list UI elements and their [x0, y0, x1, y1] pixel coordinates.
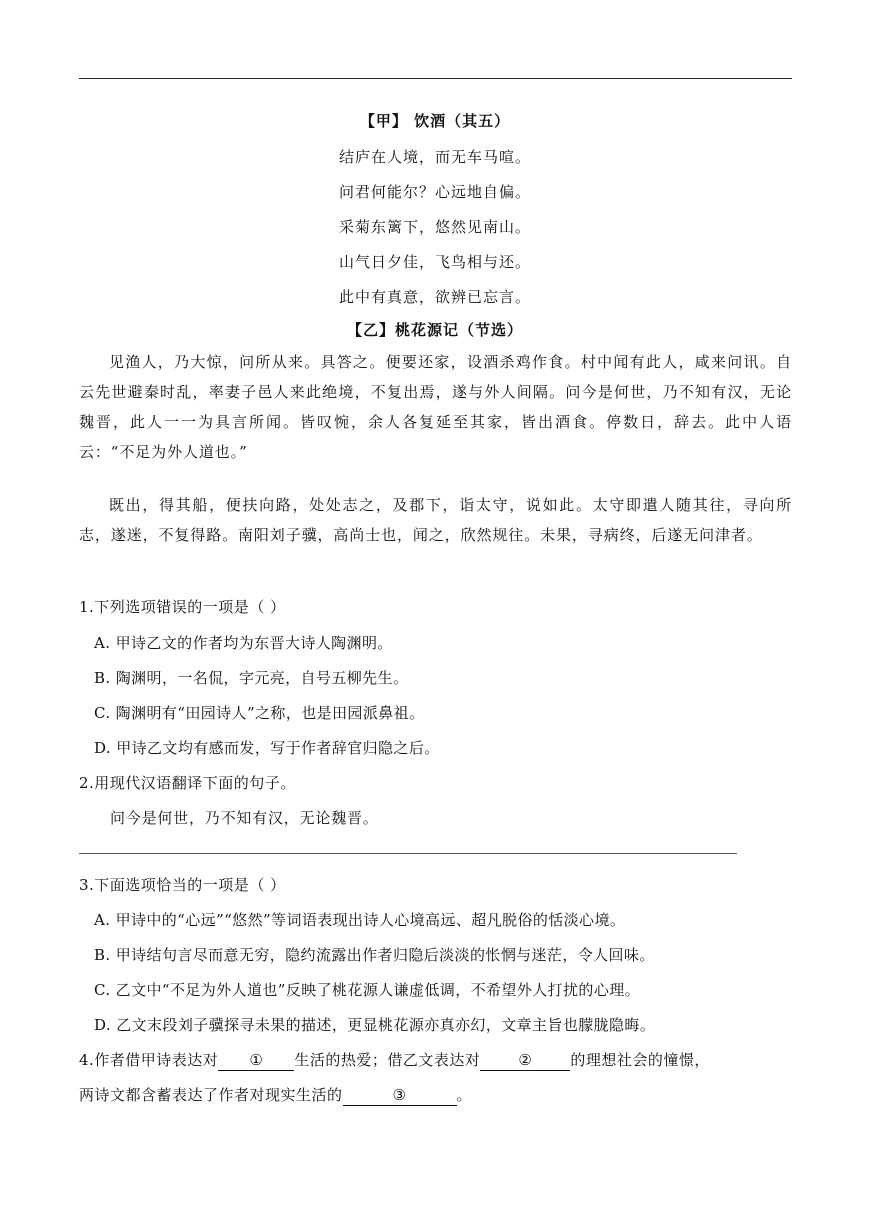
question-4-text-3: 的理想社会的憧憬， — [570, 1051, 710, 1069]
poem-line-3: 采菊东篱下，悠然见南山。 — [338, 218, 531, 236]
question-3-option-d: D. 乙文末段刘子骥探寻未果的描述，更显桃花源亦真亦幻，文章主旨也朦胧隐晦。 — [94, 1016, 656, 1034]
poem-line-5: 此中有真意，欲辨已忘言。 — [338, 288, 531, 306]
question-4-line-2 — [79, 1080, 472, 1110]
poem-title: 【甲】 饮酒（其五） — [359, 112, 511, 130]
question-1-stem: 1.下列选项错误的一项是（ ） — [79, 598, 286, 616]
question-4-text-4: 两诗文都含蓄表达了作者对现实生活的 — [79, 1086, 343, 1104]
poem-line-2: 问君何能尔？心远地自偏。 — [338, 183, 531, 201]
prose-paragraph-1: 见渔人，乃大惊，问所从来。具答之。便要还家，设酒杀鸡作食。村中闻有此人，咸来问讯。自云先世避秦时乱，率妻子邑人来此绝境，不复出焉，遂与外人间隔。问今是何世，乃不知有汉，无论魏晋，此人一一为具言所闻。皆叹惋，余人各复延至其家，皆出酒食。停数日，辞去。此中人语云：“不足为外人道也。” — [79, 353, 792, 461]
question-4-blank-2[interactable]: ② — [480, 1050, 570, 1071]
header-rule — [79, 78, 792, 79]
question-4-line-1 — [79, 1045, 710, 1075]
prose-title: 【乙】桃花源记（节选） — [346, 321, 523, 339]
question-1-option-b: B. 陶渊明，一名侃，字元亮，自号五柳先生。 — [94, 669, 409, 687]
question-4-blank-3[interactable]: ③ — [343, 1085, 457, 1106]
question-4-text-2: 生活的热爱；借乙文表达对 — [294, 1051, 481, 1069]
question-4-text-5: 。 — [456, 1086, 473, 1104]
question-4-text-1: 4.作者借甲诗表达对 — [79, 1051, 219, 1069]
question-1-option-c: C. 陶渊明有“田园诗人”之称，也是田园派鼻祖。 — [94, 704, 425, 722]
poem-line-4: 山气日夕佳，飞鸟相与还。 — [338, 253, 531, 271]
answer-line[interactable] — [79, 853, 737, 854]
question-2-sentence: 问今是何世，乃不知有汉，无论魏晋。 — [110, 809, 379, 827]
poem-line-1: 结庐在人境，而无车马喧。 — [338, 148, 531, 166]
question-3-option-a: A. 甲诗中的“心远”“悠然”等词语表现出诗人心境高远、超凡脱俗的恬淡心境。 — [94, 911, 626, 929]
question-3-option-b: B. 甲诗结句言尽而意无穷，隐约流露出作者归隐后淡淡的怅惘与迷茫，令人回味。 — [94, 946, 655, 964]
question-1-option-a: A. 甲诗乙文的作者均为东晋大诗人陶渊明。 — [94, 634, 393, 652]
question-2-stem: 2.用现代汉语翻译下面的句子。 — [79, 774, 296, 792]
question-1-option-d: D. 甲诗乙文均有感而发，写于作者辞官归隐之后。 — [94, 739, 440, 757]
question-3-option-c: C. 乙文中“不足为外人道也”反映了桃花源人谦虚低调，不希望外人打扰的心理。 — [94, 981, 641, 999]
prose-paragraph-2: 既出，得其船，便扶向路，处处志之，及郡下，诣太守，说如此。太守即遣人随其往，寻向所志，遂迷，不复得路。南阳刘子骥，高尚士也，闻之，欣然规往。未果，寻病终，后遂无问津者。 — [79, 496, 792, 544]
question-3-stem: 3.下面选项恰当的一项是（ ） — [79, 876, 286, 894]
question-4-blank-1[interactable]: ① — [218, 1050, 294, 1071]
